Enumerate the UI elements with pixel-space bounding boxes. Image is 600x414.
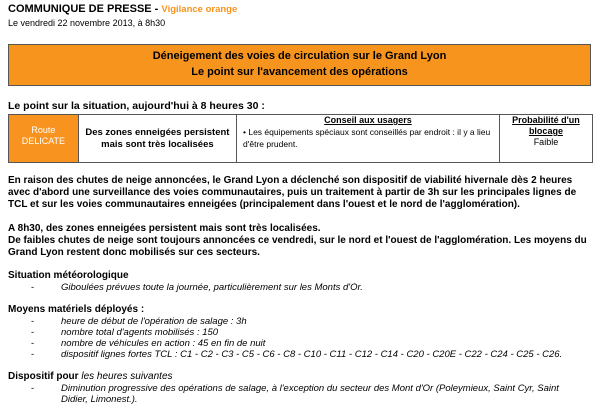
meteo-item: Giboulées prévues toute la journée, particulièrement sur les Monts d'Or.: [61, 282, 363, 293]
bullet-icon: •: [243, 127, 249, 137]
paragraph-status-line2: De faibles chutes de neige sont toujours annoncées ce vendredi, sur le nord et l'ouest de l'agglomération. Les moyens du Grand Lyon restent donc mobilisés sur ces secteurs.: [8, 235, 587, 258]
moyens-item-salage: heure de début de l'opération de salage : 3h: [61, 316, 247, 327]
dispositif-heading: [8, 371, 594, 383]
zones-text: Des zones enneigées persistent mais sont très localisées: [85, 127, 230, 150]
list-item: - dispositif lignes fortes TCL : C1 - C2 - C3 - C5 - C6 - C8 - C10 - C11 - C12 - C14 - C20 - C20E - C22 - C24 - C25 - C26.: [31, 349, 563, 360]
dispositif-section: [8, 371, 594, 405]
probabilite-cell: [499, 115, 592, 163]
dispositif-heading-bold: Dispositif pour: [8, 371, 79, 382]
route-status-cell: [9, 115, 79, 163]
vigilance-label: Vigilance orange: [161, 4, 238, 15]
moyens-item-tcl: dispositif lignes fortes TCL : C1 - C2 - C3 - C5 - C6 - C8 - C10 - C11 - C12 - C14 - C20 - C20E - C22 - C24 - C25 - C26.: [61, 349, 563, 360]
list-item: - heure de début de l'opération de salage : 3h: [31, 316, 247, 327]
banner-title-line1: Déneigement des voies de circulation sur le Grand Lyon: [152, 50, 447, 62]
release-date: Le vendredi 22 novembre 2013, à 8h30: [8, 18, 166, 28]
conseil-text: Les équipements spéciaux sont conseillés par endroit : il y a lieu d'être prudent.: [243, 127, 491, 149]
press-release-header: [8, 2, 594, 17]
moyens-section: [8, 304, 594, 360]
situation-heading: Le point sur la situation, aujourd'hui à 8 heures 30 :: [8, 100, 265, 112]
paragraph-intro: En raison des chutes de neige annoncées, le Grand Lyon a déclenché son dispositif de viabilité hivernale dès 2 heures avec d'abord une surveillance des voies communautaires, puis un traitement à partir de 3h sur les principales lignes de TCL et sur les voies communautaires enneigées (principalement dans l'ouest et le nord de l'agglomération).: [8, 175, 577, 210]
dispositif-heading-italic: les heures suivantes: [81, 371, 173, 382]
list-item: - nombre de véhicules en action : 45 en fin de nuit: [31, 338, 266, 349]
situation-row: [9, 115, 593, 163]
situation-table: [8, 114, 593, 163]
meteo-section: [8, 270, 594, 293]
title-banner: [8, 44, 591, 86]
list-item: - Giboulées prévues toute la journée, particulièrement sur les Monts d'Or.: [31, 282, 363, 293]
moyens-heading: Moyens matériels déployés :: [8, 304, 145, 315]
probabilite-header: Probabilité d'un blocage: [512, 115, 580, 136]
paragraph-status-line1: A 8h30, des zones enneigées persistent mais sont très localisées.: [8, 223, 321, 234]
list-item: - Diminution progressive des opérations de salage, à l'exception du secteur des Mont d'Or (Poleymieux, Saint Cyr, Saint: [31, 383, 559, 394]
press-release-page: [8, 0, 594, 405]
press-release-title: COMMUNIQUE DE PRESSE -: [8, 3, 159, 15]
zones-cell: [78, 115, 236, 163]
paragraph-status: [8, 223, 593, 259]
dispositif-item-continued: Didier, Limonest.).: [61, 394, 138, 405]
conseil-cell: [237, 115, 500, 163]
banner-title-line2: Le point sur l'avancement des opérations: [191, 66, 408, 78]
list-item: - nombre total d'agents mobilisés : 150: [31, 327, 219, 338]
conseil-header: Conseil aux usagers: [324, 115, 412, 125]
route-label: Route: [31, 125, 56, 135]
dispositif-item: Diminution progressive des opérations de salage, à l'exception du secteur des Mont d'Or (Poleymieux, Saint Cyr, Saint: [61, 383, 559, 394]
probabilite-value: Faible: [533, 137, 559, 147]
conseil-item: [237, 126, 499, 150]
route-status: DELICATE: [21, 136, 66, 146]
moyens-item-vehicules: nombre de véhicules en action : 45 en fin de nuit: [61, 338, 266, 349]
moyens-item-agents: nombre total d'agents mobilisés : 150: [61, 327, 219, 338]
meteo-heading: Situation météorologique: [8, 270, 129, 281]
